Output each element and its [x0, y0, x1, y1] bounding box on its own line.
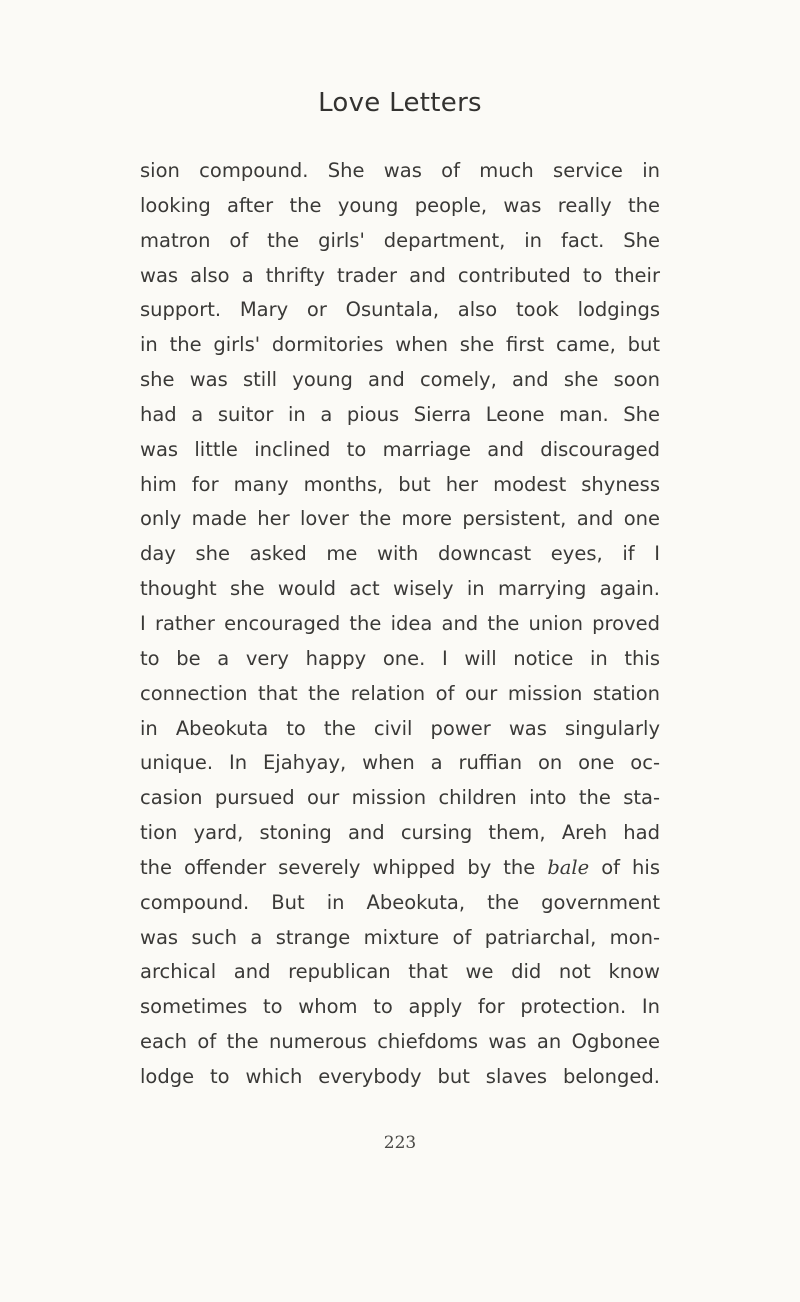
text-line: was little inclined to marriage and discouraged — [140, 437, 660, 461]
text-line: thought she would act wisely in marrying again. — [140, 577, 660, 601]
text-line: connection that the relation of our mission station — [140, 681, 660, 705]
text-line: casion pursued our mission children into the sta- — [140, 786, 660, 810]
text-line: in the girls' dormitories when she first came, but — [140, 333, 660, 357]
text-line: sion compound. She was of much service in — [140, 159, 660, 182]
text-line: I rather encouraged the idea and the union proved — [140, 611, 660, 635]
text-line: had a suitor in a pious Sierra Leone man. She — [140, 402, 660, 426]
text-line: compound. But in Abeokuta, the government — [140, 890, 660, 914]
text-line: unique. In Ejahyay, when a ruffian on one oc- — [140, 751, 660, 775]
page-number: 223 — [383, 1133, 417, 1153]
text-line: to be a very happy one. I will notice in this — [140, 646, 660, 670]
text-line: lodge to which everybody but slaves belonged. — [140, 1064, 660, 1088]
text-line: was also a thrifty trader and contributed to their — [140, 263, 660, 287]
text-line: archical and republican that we did not know — [140, 960, 660, 984]
text-line: she was still young and comely, and she soon — [140, 368, 660, 392]
text-line: day she asked me with downcast eyes, if I — [140, 542, 660, 566]
text-line: him for many months, but her modest shyness — [140, 472, 660, 496]
italic-word: bale — [547, 855, 590, 879]
text-line: only made her lover the more persistent, and one — [140, 507, 660, 531]
running-head: Love Letters — [318, 88, 482, 118]
body-text — [140, 154, 660, 1095]
text-line: each of the numerous chiefdoms was an Ogbonee — [140, 1030, 660, 1054]
text-line: support. Mary or Osuntala, also took lodgings — [140, 298, 660, 322]
text-line-with-italic: the offender severely whipped by the bale of his — [140, 855, 660, 879]
text-line: matron of the girls' department, in fact. She — [140, 228, 660, 252]
text-line: sometimes to whom to apply for protection. In — [140, 995, 660, 1019]
text-line: tion yard, stoning and cursing them, Areh had — [140, 821, 660, 845]
text-line: in Abeokuta to the civil power was singularly — [140, 716, 660, 740]
text-line: was such a strange mixture of patriarchal, mon- — [140, 925, 660, 949]
text-line: looking after the young people, was really the — [140, 193, 660, 217]
